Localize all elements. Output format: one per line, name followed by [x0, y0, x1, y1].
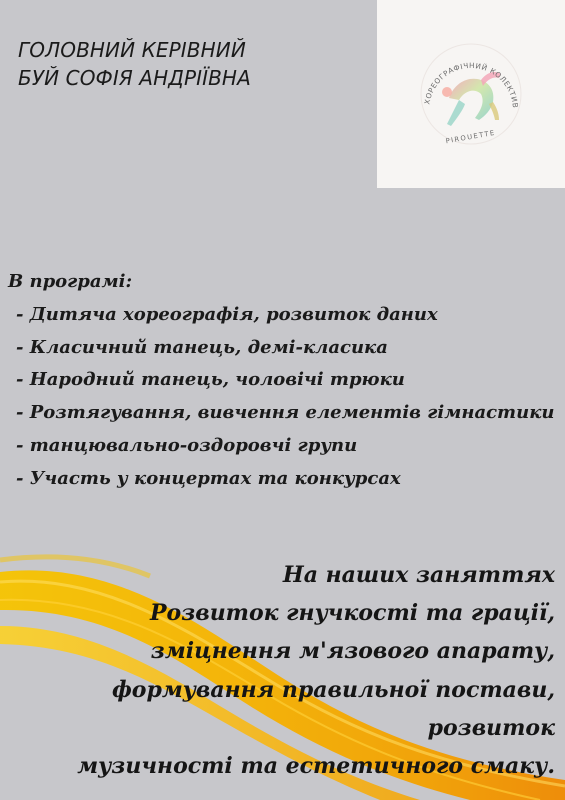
benefit-line: Розвиток гнучкості та грації, [149, 600, 555, 627]
benefit-line: розвиток [427, 714, 555, 741]
logo-panel [377, 0, 565, 188]
list-item: - танцювально-оздоровчі групи [16, 434, 358, 456]
logo-brand-name: PIROUETTE [445, 128, 497, 146]
pirouette-logo [377, 0, 565, 188]
logo-ring [421, 44, 521, 144]
benefits-section [15, 556, 555, 785]
program-list [8, 299, 565, 496]
dancer-icon [442, 72, 501, 126]
list-item: - Дитяча хореографія, розвиток даних [16, 303, 438, 325]
list-item: - Участь у концертах та конкурсах [16, 467, 401, 489]
list-item: - Класичний танець, демі-класика [16, 336, 388, 358]
leader-title: ГОЛОВНИЙ КЕРІВНИЙ [18, 38, 246, 62]
list-item: - Розтягування, вивчення елементів гімнастики [16, 402, 555, 424]
benefit-line: музичності та естетичного смаку. [77, 753, 555, 780]
list-item: - Народний танець, чоловічі трюки [16, 369, 405, 391]
benefit-line: зміцнення м'язового апарату, [150, 638, 555, 665]
leader-info [18, 36, 348, 92]
leader-name: БУЙ СОФІЯ АНДРІЇВНА [18, 66, 251, 90]
program-section [8, 266, 565, 496]
benefits-heading: На наших заняттях [282, 562, 555, 588]
benefit-line: формування правильної постави, [111, 676, 555, 703]
program-title: В програмі: [8, 271, 133, 292]
logo-ring-text: ХОРЕОГРАФІЧНИЙ КОЛЕКТИВ [422, 60, 521, 109]
